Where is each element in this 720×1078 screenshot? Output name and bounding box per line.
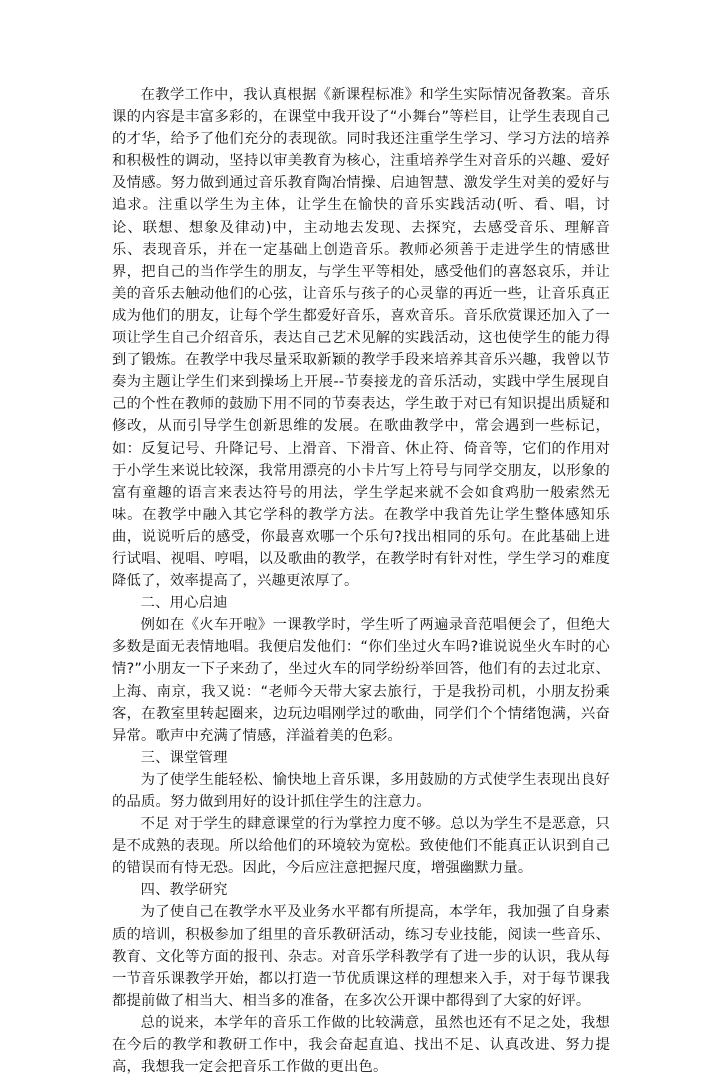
section-heading-classroom-management: 三、课堂管理 xyxy=(140,749,228,766)
paragraph-teaching-work: 在教学工作中，我认真根据《新课程标准》和学生实际情况备教案。音乐课的内容是丰富多彩的，在课堂中我开设了“小舞台”等栏目，让学生表现自己的才华，给予了他们充分的表现欲。同时我还注重学生学习、学习方法的培养和积极性的调动，坚持以审美教育为核心，注重培养学生对音乐的兴趣、爱好及情感。努力做到通过音乐教育陶冶情操、启迪智慧、激发学生对美的爱好与追求。注重以学生为主体，让学生在愉快的音乐实践活动(听、看、唱，讨论、联想、想象及律动)中，主动地去发现、去探究，去感受音乐、理解音乐、表现音乐，并在一定基础上创造音乐。教师必须善于走进学生的情感世界，把自己的当作学生的朋友，与学生平等相处，感受他们的喜怒哀乐，并让美的音乐去触动他们的心弦，让音乐与孩子的心灵靠的再近一些，让音乐真正成为他们的朋友，让每个学生都爱好音乐，喜欢音乐。音乐欣赏课还加入了一项让学生自己介绍音乐，表达自己艺术见解的实践活动，这也使学生的能力得到了锻炼。在教学中我尽量采取新颖的教学手段来培养其音乐兴趣，我曾以节奏为主题让学生们来到操场上开展--节奏接龙的音乐活动，实践中学生展现自己的个性在教师的鼓励下用不同的节奏表达，学生敢于对已有知识提出质疑和修改，从而引导学生创新思维的发展。在歌曲教学中，常会遇到一些标记，如：反复记号、升降记号、上滑音、下滑音、休止符、倚音等，它们的作用对于小学生来说比较深，我常用漂亮的小卡片写上符号与同学交朋友，以形象的富有童趣的语言来表达符号的用法，学生学起来就不会如食鸡肋一般索然无味。在教学中融入其它学科的教学方法。在教学中我首先让学生整体感知乐曲，说说听后的感受，你最喜欢哪一个乐句?找出相同的乐句。在此基础上进行试唱、视唱、哼唱，以及歌曲的教学，在教学时有针对性，学生学习的难度降低了，效率提高了，兴趣更浓厚了。 xyxy=(112,87,610,590)
paragraph-professional-development: 为了使自己在教学水平及业务水平都有所提高，本学年，我加强了自身素质的培训，积极参加了组里的音乐教研活动，练习专业技能，阅读一些音乐、教育、文化等方面的报刊、杂志。对音乐学科教学有了进一步的认识，我从每一节音乐课教学开始，都以打造一节优质课这样的理想来入手，对于每节课我都提前做了相当大、相当多的准备，在多次公开课中都得到了大家的好评。 xyxy=(112,904,610,1009)
document-page xyxy=(112,84,610,1078)
paragraph-encouragement: 为了使学生能轻松、愉快地上音乐课，多用鼓励的方式使学生表现出良好的品质。努力做到用好的设计抓住学生的注意力。 xyxy=(112,771,610,810)
section-heading-inspiration: 二、用心启迪 xyxy=(140,595,228,612)
section-heading-teaching-research: 四、教学研究 xyxy=(140,882,228,899)
paragraph-summary: 总的说来，本学年的音乐工作做的比较满意，虽然也还有不足之处，我想在今后的教学和教研工作中，我会奋起直追、找出不足、认真改进、努力提高，我想我一定会把音乐工作做的更出色。 xyxy=(112,1014,610,1076)
paragraph-shortcomings: 不足 对于学生的肆意课堂的行为掌控力度不够。总以为学生不是恶意，只是不成熟的表现。所以给他们的环境较为宽松。致使他们不能真正认识到自己的错误而有恃无恐。因此，今后应注意把握尺度，增强幽默力量。 xyxy=(112,816,610,877)
paragraph-train-song-example: 例如在《火车开啦》一课教学时，学生听了两遍录音范唱便会了，但绝大多数是面无表情地唱。我便启发他们：“你们坐过火车吗?谁说说坐火车时的心情?”小朋友一下子来劲了，坐过火车的同学纷纷举回答，他们有的去过北京、上海、南京，我又说：“老师今天带大家去旅行，于是我扮司机，小朋友扮乘客，在教室里转起圈来，边玩边唱刚学过的歌曲，同学们个个情绪饱满，兴奋异常。歌声中充满了情感，洋溢着美的色彩。 xyxy=(112,617,610,744)
